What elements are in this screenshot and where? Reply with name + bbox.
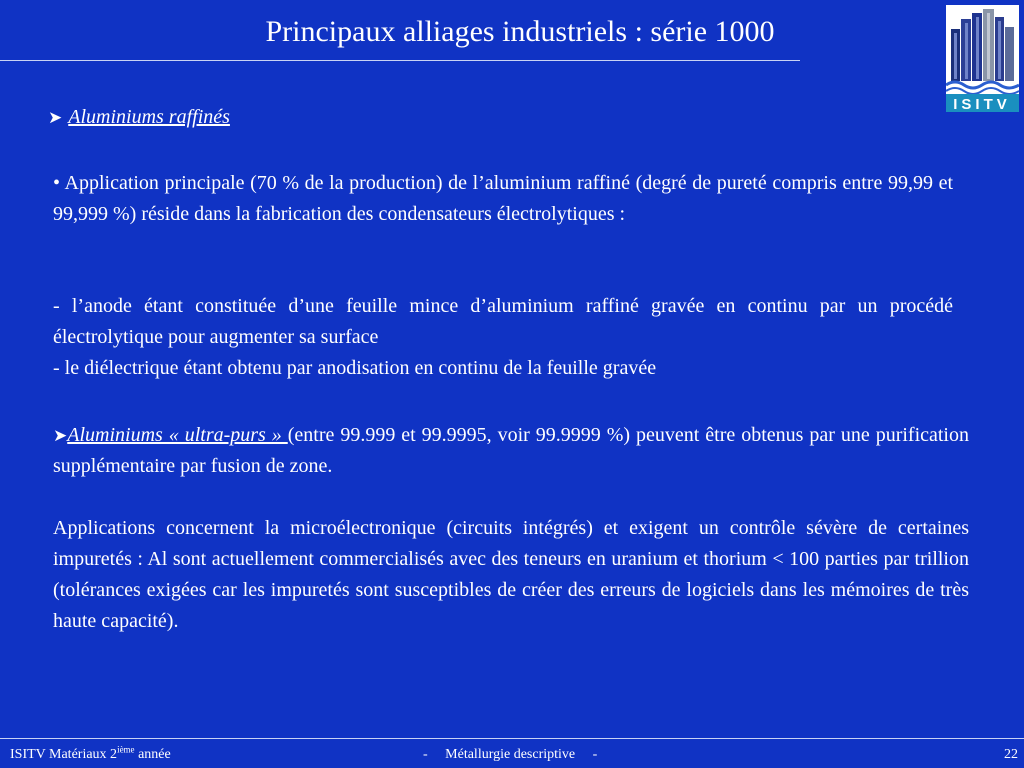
section1-heading-text: Aluminiums raffinés bbox=[68, 106, 230, 128]
arrow-bullet-icon: ➤ bbox=[48, 108, 63, 127]
footer-left-sup: ième bbox=[117, 744, 135, 755]
section1-heading bbox=[48, 104, 230, 131]
section2-paragraph bbox=[53, 420, 969, 482]
footer-divider bbox=[0, 738, 1024, 739]
title-divider bbox=[0, 60, 800, 61]
isitv-logo bbox=[946, 5, 1019, 112]
bullet-paragraph: • Application principale (70 % de la production) de l’aluminium raffiné (degré de pureté compris entre 99,99 et 99,999 %) réside dans la fabrication des condensateurs électrolytiques : bbox=[53, 172, 953, 225]
page-number: 22 bbox=[1004, 747, 1018, 762]
footer-left bbox=[10, 746, 171, 764]
footer-center: - Métallurgie descriptive - bbox=[423, 747, 598, 762]
dash-item-anode: - l’anode étant constituée d’une feuille mince d’aluminium raffiné gravée en continu par un procédé électrolytique pour augmenter sa surface bbox=[53, 295, 953, 348]
section2-heading-rest: (entre 99.999 et 99.9995, voir 99.9999 %) peuvent être obtenus par une purification supplémentaire par fusion de zone. bbox=[53, 424, 969, 477]
section2-heading-text: Aluminiums « ultra-purs » bbox=[67, 424, 288, 446]
applications-paragraph: Applications concernent la microélectronique (circuits intégrés) et exigent un contrôle sévère de certaines impuretés : Al sont actuellement commercialisés avec des teneurs en uranium et thorium < 100 parties par trillion (tolérances exigées car les impuretés sont susceptibles de créer des erreurs de logiciels dans les mémoires de très haute capacité). bbox=[53, 517, 969, 632]
slide-title: Principaux alliages industriels : série 1000 bbox=[265, 15, 775, 48]
dash-list bbox=[53, 291, 953, 384]
footer-left-prefix: ISITV Matériaux 2 bbox=[10, 747, 118, 762]
arrow-bullet-icon: ➤ bbox=[53, 426, 68, 445]
svg-text:ISITV: ISITV bbox=[953, 96, 1011, 112]
footer-left-suffix: année bbox=[134, 747, 171, 762]
dash-item-dielectric: - le diélectrique étant obtenu par anodisation en continu de la feuille gravée bbox=[53, 357, 657, 379]
